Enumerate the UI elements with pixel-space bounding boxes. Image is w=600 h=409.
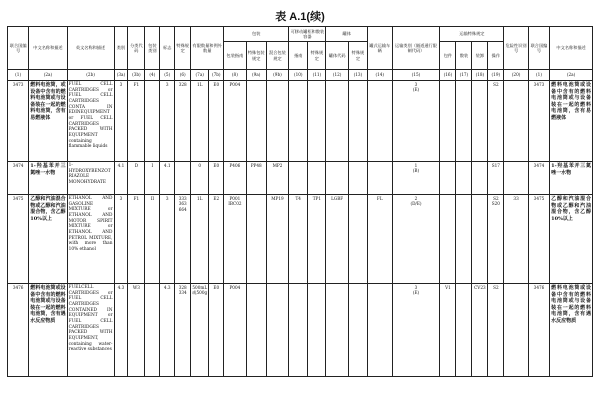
cell-sp: 328 334 — [175, 284, 191, 377]
cell-transport-cat — [392, 81, 440, 162]
cell-vehicle — [368, 162, 393, 195]
cell-un: 3474 — [8, 162, 29, 195]
hdr-cn-name-2: 中文名称和描述 — [550, 27, 593, 70]
cell-class: 3 — [114, 81, 128, 162]
cell-en-name: FUEL CELL CARTRIDGES or FUEL CELL CARTRIDGES CONTA IN EDINEQUIPMENT or FUEL CELL CARTRIDGES PACKED WITH EQUIPMENT containing flammable liquids — [67, 81, 114, 162]
cell-vehicle — [368, 284, 393, 377]
cell-st-load — [472, 195, 488, 284]
cell-un-2: 3473 — [528, 81, 549, 162]
cell-cn-name: 燃料电池筒或设备中含有的燃料电池筒或与设备装在一起的燃料电池筒，含有遇水反应物质 — [29, 284, 67, 377]
col-code: (2a) — [550, 70, 593, 81]
hdr-st-load: 装卸 — [472, 42, 488, 70]
cell-labels: 4.1 — [160, 162, 175, 195]
col-code: (7a) — [191, 70, 209, 81]
cell-en-name: FUELCELL CARTRIDGES or FUEL CELL CARTRIDGES CONTAINED IN EQUIPMENT or FUEL CELL CARTRIDGES PACKED WITH EQUIPMENT, containing water-reactive substances — [67, 284, 114, 377]
col-code: (19) — [488, 70, 504, 81]
cell-pg: I — [145, 162, 160, 195]
col-code: (1) — [8, 70, 29, 81]
cell-pk-sp — [246, 195, 266, 284]
cell-sp — [175, 162, 191, 195]
cell-class-code: F1 — [128, 195, 145, 284]
cell-cn-name-2: 乙醇和汽油混合物或乙醇和汽油混合物，含乙醇10%以上 — [550, 195, 593, 284]
cell-transport-cat — [392, 162, 440, 195]
col-code: (14) — [368, 70, 393, 81]
cell-un: 3473 — [8, 81, 29, 162]
cell-sp: 333 363 664 — [175, 195, 191, 284]
col-code: (10) — [289, 70, 308, 81]
cell-vehicle: FL — [368, 195, 393, 284]
cell-un: 3476 — [8, 284, 29, 377]
cell-labels: 3 — [160, 195, 175, 284]
cell-cn-name-2: 燃料电池筒或设备中含有的燃料电池筒或与设备装在一起的燃料电池筒，含有遇水反应物质 — [550, 284, 593, 377]
cell-st-pkg — [440, 162, 456, 195]
cell-class: 4.1 — [114, 162, 128, 195]
cell-cn-name-2: 1-羟基苯并三氮唑一水物 — [550, 162, 593, 195]
cell-pk-sp: PP48 — [246, 162, 266, 195]
hdr-tank-code: 罐体代码 — [326, 42, 348, 70]
cell-st-pkg — [440, 195, 456, 284]
transport-cat: 1 — [414, 163, 418, 168]
tunnel-code: (D/E) — [410, 201, 422, 207]
cell-hazard-id — [504, 81, 529, 162]
cell-class: 3 — [114, 195, 128, 284]
col-code: (20) — [504, 70, 529, 81]
cell-transport-cat — [392, 195, 440, 284]
col-code: (13) — [348, 70, 367, 81]
hdr-st-bulk: 散装 — [456, 42, 472, 70]
hdr-st-op: 操作 — [488, 42, 504, 70]
col-code: (2b) — [67, 70, 114, 81]
hdr-cn-name: 中文名称和描述 — [29, 27, 67, 70]
cell-en-name: 1-HYDROXYBENZOTRIAZOLE MONOHYDRATE — [67, 162, 114, 195]
cell-pk-sp — [246, 81, 266, 162]
hdr-hazard-id: 危险性识别号 — [504, 27, 529, 70]
col-code: (11) — [308, 70, 326, 81]
cell-lq: 1L — [191, 81, 209, 162]
cell-cn-name: 燃料电池筒，或设备中含有的燃料电池筒或与设备装在一起的燃料电池筒，含有易燃液体 — [29, 81, 67, 162]
hdr-limited-excepted: 有限数量和例外数量 — [191, 27, 224, 70]
cell-st-op: S2 S20 — [488, 195, 504, 284]
cell-tank-sp — [348, 81, 367, 162]
cell-st-load — [472, 162, 488, 195]
col-code: (17) — [456, 70, 472, 81]
cell-hazard-id: 33 — [504, 195, 529, 284]
cell-pk-instr: P406 — [224, 162, 246, 195]
cell-pt-sp — [308, 162, 326, 195]
cell-mixed: MP2 — [266, 162, 288, 195]
col-code: (1) — [528, 70, 549, 81]
cell-pg: II — [145, 195, 160, 284]
table-row — [8, 162, 593, 195]
col-code: (8) — [224, 70, 246, 81]
hdr-special-transport: 运输特殊规定 — [440, 27, 504, 42]
cell-class-code: D — [128, 162, 145, 195]
cell-class: 4.3 — [114, 284, 128, 377]
cell-pt-sp: TP1 — [308, 195, 326, 284]
hdr-pt-instr: 指南 — [289, 42, 308, 70]
cell-lq: 0 — [191, 162, 209, 195]
col-code: (7b) — [209, 70, 224, 81]
cell-tank-code — [326, 162, 348, 195]
cell-pt-instr — [289, 162, 308, 195]
hdr-special-provisions: 特殊规定 — [175, 27, 191, 70]
hdr-pt-sp: 特殊规定 — [308, 42, 326, 70]
col-code: (16) — [440, 70, 456, 81]
cell-tank-code — [326, 284, 348, 377]
cell-st-op: S2 — [488, 81, 504, 162]
cell-en-name: ETHANOL AND GASOLINE MIXTURE or ETHANOL AND MOTOR SPIRIT MIXTURE or ETHANOL AND PETROL MIXTURE, with more than 10% ethanol — [67, 195, 114, 284]
hdr-pk-sp: 特殊包装规定 — [246, 42, 266, 70]
cell-labels: 4.3 — [160, 284, 175, 377]
col-code: (3a) — [114, 70, 128, 81]
tunnel-code: (E) — [412, 290, 420, 296]
cell-mixed: MP19 — [266, 195, 288, 284]
cell-cn-name-2: 燃料电池筒或设备中含有的燃料电池筒或与设备装在一起的燃料电池筒，含有易燃液体 — [550, 81, 593, 162]
cell-st-load: CV23 — [472, 284, 488, 377]
cell-st-pkg: V1 — [440, 284, 456, 377]
hdr-en-name: 英文名称和描述 — [67, 27, 114, 70]
cell-class-code: F1 — [128, 81, 145, 162]
cell-tank-sp — [348, 162, 367, 195]
cell-mixed — [266, 81, 288, 162]
hdr-un-no: 联合国编号 — [8, 27, 29, 70]
cell-st-bulk — [456, 284, 472, 377]
transport-cat: 3 — [414, 285, 418, 290]
cell-pg — [145, 81, 160, 162]
cell-pt-sp — [308, 284, 326, 377]
hdr-un-no-2: 联合国编号 — [528, 27, 549, 70]
cell-hazard-id — [504, 162, 529, 195]
cell-class-code: W3 — [128, 284, 145, 377]
hdr-tank: 罐体 — [326, 27, 368, 42]
tunnel-code: (B) — [412, 168, 420, 174]
cell-vehicle — [368, 81, 393, 162]
transport-cat: 2 — [414, 196, 418, 201]
cell-eq: E0 — [209, 162, 224, 195]
hdr-class-code: 分类代码 — [128, 27, 145, 70]
col-code: (12) — [326, 70, 348, 81]
cell-lq: 1L — [191, 195, 209, 284]
table-row — [8, 81, 593, 162]
table-row — [8, 284, 593, 377]
cell-labels: 3 — [160, 81, 175, 162]
cell-eq: E2 — [209, 195, 224, 284]
col-code: (4) — [145, 70, 160, 81]
hdr-packaging: 包装 — [224, 27, 289, 42]
cell-st-op: S2 — [488, 284, 504, 377]
cell-cn-name: 1-羟基苯并三氮唑一水物 — [29, 162, 67, 195]
cell-st-pkg — [440, 81, 456, 162]
table-row — [8, 195, 593, 284]
hdr-pk-instr: 包装指南 — [224, 42, 246, 70]
cell-pt-instr — [289, 284, 308, 377]
col-code: (6) — [175, 70, 191, 81]
cell-un: 3475 — [8, 195, 29, 284]
hdr-tank-sp: 特殊规定 — [348, 42, 367, 70]
hdr-transport-category: 运输类别（隧道通行限制代码） — [392, 27, 440, 70]
col-code: (3b) — [128, 70, 145, 81]
cell-pk-instr: P004 — [224, 81, 246, 162]
cell-cn-name: 乙醇和汽油混合物或乙醇和汽油混合物，含乙醇10%以上 — [29, 195, 67, 284]
cell-tank-sp — [348, 284, 367, 377]
cell-transport-cat — [392, 284, 440, 377]
col-code: (18) — [472, 70, 488, 81]
table-title: 表 A.1(续) — [275, 11, 325, 23]
cell-pk-sp — [246, 284, 266, 377]
cell-eq: E0 — [209, 81, 224, 162]
cell-tank-code: LGBF — [326, 195, 348, 284]
col-code: (9a) — [246, 70, 266, 81]
cell-un-2: 3474 — [528, 162, 549, 195]
hdr-class: 类别 — [114, 27, 128, 70]
dangerous-goods-table — [7, 26, 593, 377]
cell-st-op: S17 — [488, 162, 504, 195]
cell-sp: 328 — [175, 81, 191, 162]
cell-pg — [145, 284, 160, 377]
cell-tank-sp — [348, 195, 367, 284]
cell-pt-instr: T4 — [289, 195, 308, 284]
hdr-vehicle: 罐式运输车辆 — [368, 27, 393, 70]
cell-pt-instr — [289, 81, 308, 162]
cell-un-2: 3476 — [528, 284, 549, 377]
col-code: (5) — [160, 70, 175, 81]
hdr-packing-group: 包装类别 — [145, 27, 160, 70]
cell-hazard-id — [504, 284, 529, 377]
hdr-labels: 标志 — [160, 27, 175, 70]
hdr-st-pkg: 包件 — [440, 42, 456, 70]
col-code: (15) — [392, 70, 440, 81]
cell-eq: E0 — [209, 284, 224, 377]
cell-pk-instr: P001 IBC02 — [224, 195, 246, 284]
hdr-mixed: 混合包装规定 — [266, 42, 288, 70]
cell-st-bulk — [456, 81, 472, 162]
cell-lq: 500mL或500g — [191, 284, 209, 377]
cell-pk-instr: P004 — [224, 284, 246, 377]
tunnel-code: (E) — [412, 87, 420, 93]
cell-tank-code — [326, 81, 348, 162]
cell-un-2: 3475 — [528, 195, 549, 284]
cell-mixed — [266, 284, 288, 377]
cell-st-bulk — [456, 162, 472, 195]
col-code: (2a) — [29, 70, 67, 81]
cell-pt-sp — [308, 81, 326, 162]
hdr-portable-tank: 可移动罐柜和散装容器 — [289, 27, 326, 42]
col-code: (9b) — [266, 70, 288, 81]
cell-st-bulk — [456, 195, 472, 284]
cell-st-load — [472, 81, 488, 162]
transport-cat: 3 — [414, 82, 418, 87]
